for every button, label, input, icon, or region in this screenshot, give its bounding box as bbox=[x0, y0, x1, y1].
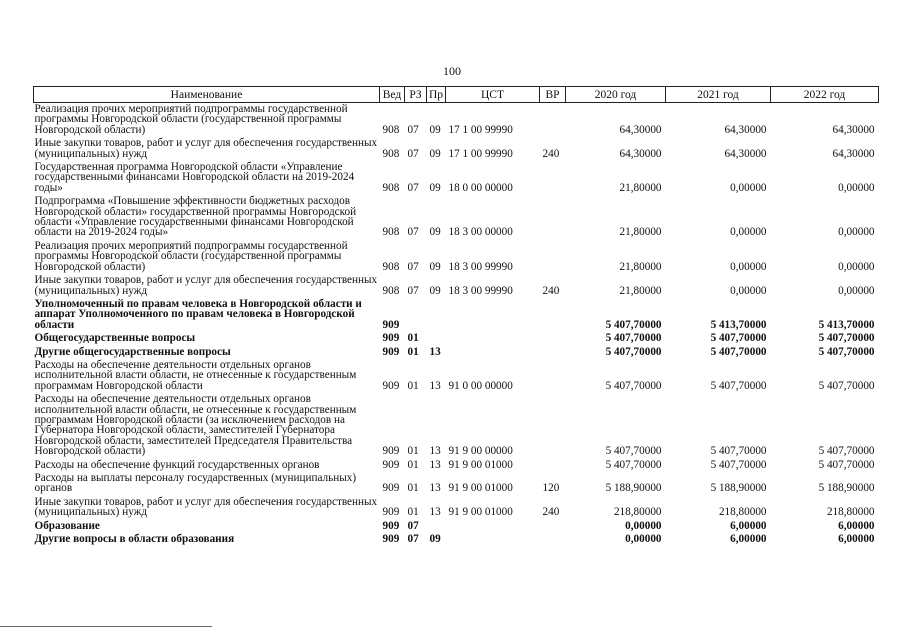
cell-pr: 13 bbox=[429, 445, 441, 458]
cell-2021: 0,00000 bbox=[730, 181, 767, 194]
cell-pr: 09 bbox=[429, 123, 441, 136]
cell-ved: 908 bbox=[382, 284, 400, 297]
cell-vr: 120 bbox=[542, 482, 560, 495]
header-2021: 2021 год bbox=[666, 87, 771, 103]
cell-2020: 21,80000 bbox=[619, 226, 662, 239]
cell-ved: 909 bbox=[382, 506, 400, 519]
cell-ved: 909 bbox=[382, 445, 400, 458]
table-row bbox=[34, 274, 879, 298]
cell-2021: 0,00000 bbox=[730, 260, 767, 273]
cell-rz: 07 bbox=[407, 181, 419, 194]
cell-2020: 21,80000 bbox=[619, 260, 662, 273]
cell-cst: 18 3 00 99990 bbox=[448, 284, 513, 297]
cell-pr bbox=[427, 298, 446, 332]
cell-2021: 5 407,70000 bbox=[710, 332, 767, 345]
cell-2022: 5 413,70000 bbox=[818, 318, 875, 331]
table-row bbox=[34, 137, 879, 161]
cell-cst bbox=[446, 346, 540, 359]
cell-ved: 908 bbox=[382, 123, 400, 136]
cell-ved: 909 bbox=[382, 482, 400, 495]
table-row bbox=[34, 346, 879, 359]
cell-pr: 13 bbox=[429, 345, 441, 358]
cell-2020: 64,30000 bbox=[619, 123, 662, 136]
cell-rz: 01 bbox=[407, 332, 419, 345]
cell-2022: 64,30000 bbox=[832, 123, 875, 136]
cell-2020: 5 407,70000 bbox=[605, 445, 662, 458]
table-row bbox=[34, 240, 879, 274]
cell-2020: 0,00000 bbox=[625, 533, 662, 546]
cell-2020: 21,80000 bbox=[619, 284, 662, 297]
cell-vr bbox=[540, 103, 566, 138]
cell-ved: 909 bbox=[382, 379, 400, 392]
cell-vr: 240 bbox=[542, 284, 560, 297]
cell-2022: 0,00000 bbox=[838, 181, 875, 194]
header-pr: Пр bbox=[427, 87, 446, 103]
table-row bbox=[34, 103, 879, 138]
page-number: 100 bbox=[443, 64, 461, 78]
cell-vr bbox=[540, 298, 566, 332]
cell-cst: 17 1 00 99990 bbox=[448, 123, 513, 136]
cell-rz bbox=[405, 298, 427, 332]
cell-name: Иные закупки товаров, работ и услуг для обеспечения государственных (муниципальных) нужд bbox=[34, 137, 378, 160]
cell-name: Расходы на выплаты персоналу государственных (муниципальных) органов bbox=[34, 472, 357, 495]
cell-2021: 6,00000 bbox=[730, 519, 767, 532]
budget-table bbox=[33, 86, 879, 546]
cell-pr: 09 bbox=[429, 147, 441, 160]
cell-2020: 5 407,70000 bbox=[605, 318, 662, 331]
cell-ved: 909 bbox=[382, 318, 400, 331]
cell-2020: 21,80000 bbox=[619, 181, 662, 194]
footnote-divider bbox=[0, 626, 212, 627]
cell-pr: 09 bbox=[429, 226, 441, 239]
cell-2020: 218,80000 bbox=[613, 506, 662, 519]
table-row bbox=[34, 459, 879, 472]
cell-vr: 240 bbox=[542, 506, 560, 519]
cell-ved: 909 bbox=[382, 345, 400, 358]
table-row bbox=[34, 332, 879, 345]
cell-cst bbox=[446, 520, 540, 533]
cell-2020: 5 407,70000 bbox=[605, 379, 662, 392]
table-row bbox=[34, 161, 879, 195]
cell-2021: 5 407,70000 bbox=[710, 379, 767, 392]
cell-ved: 909 bbox=[382, 332, 400, 345]
table-row bbox=[34, 359, 879, 393]
header-2022: 2022 год bbox=[771, 87, 879, 103]
cell-2021: 5 413,70000 bbox=[710, 318, 767, 331]
cell-rz: 01 bbox=[407, 458, 419, 471]
cell-vr: 240 bbox=[542, 147, 560, 160]
cell-2022: 218,80000 bbox=[826, 506, 875, 519]
cell-cst bbox=[446, 533, 540, 546]
cell-cst bbox=[446, 332, 540, 345]
cell-rz: 01 bbox=[407, 482, 419, 495]
cell-2022: 0,00000 bbox=[838, 284, 875, 297]
cell-cst: 91 9 00 01000 bbox=[448, 458, 513, 471]
cell-pr: 09 bbox=[429, 533, 441, 546]
table-row bbox=[34, 533, 879, 546]
cell-rz: 01 bbox=[407, 506, 419, 519]
cell-2021: 5 407,70000 bbox=[710, 458, 767, 471]
cell-2022: 5 407,70000 bbox=[818, 458, 875, 471]
cell-rz: 01 bbox=[407, 345, 419, 358]
cell-name: Иные закупки товаров, работ и услуг для обеспечения государственных (муниципальных) нужд bbox=[34, 274, 378, 297]
cell-pr: 13 bbox=[429, 482, 441, 495]
cell-pr: 13 bbox=[429, 379, 441, 392]
cell-name: Иные закупки товаров, работ и услуг для обеспечения государственных (муниципальных) нужд bbox=[34, 495, 378, 519]
cell-vr bbox=[540, 240, 566, 274]
cell-rz: 07 bbox=[407, 260, 419, 273]
cell-cst: 18 0 00 00000 bbox=[448, 181, 513, 194]
cell-2021: 64,30000 bbox=[724, 147, 767, 160]
table-row bbox=[34, 195, 879, 240]
cell-ved: 909 bbox=[382, 519, 400, 532]
cell-name: Подпрограмма «Повышение эффективности бюджетных расходов Новгородской области» государственной программы Новгородской области «Управление государственными финансами Новгородской области на 2019-2024 годы» bbox=[34, 195, 357, 239]
cell-cst: 91 9 00 01000 bbox=[448, 506, 513, 519]
cell-cst: 91 9 00 00000 bbox=[448, 445, 513, 458]
cell-2021: 0,00000 bbox=[730, 226, 767, 239]
table-body bbox=[34, 103, 879, 547]
cell-name: Реализация прочих мероприятий подпрограммы государственной программы Новгородской области (государственной программы Новгородской области) bbox=[34, 103, 348, 136]
cell-cst: 18 3 00 99990 bbox=[448, 260, 513, 273]
cell-cst: 18 3 00 00000 bbox=[448, 226, 513, 239]
cell-rz: 07 bbox=[407, 123, 419, 136]
cell-vr bbox=[540, 533, 566, 546]
cell-2022: 6,00000 bbox=[838, 533, 875, 546]
cell-name: Расходы на обеспечение функций государственных органов bbox=[34, 458, 320, 471]
cell-ved: 908 bbox=[382, 226, 400, 239]
header-rz: РЗ bbox=[405, 87, 427, 103]
table-row bbox=[34, 298, 879, 332]
cell-2022: 5 407,70000 bbox=[818, 332, 875, 345]
header-2020: 2020 год bbox=[566, 87, 666, 103]
cell-2022: 6,00000 bbox=[838, 519, 875, 532]
cell-vr bbox=[540, 520, 566, 533]
cell-name: Уполномоченный по правам человека в Новгородской области и аппарат Уполномоченного по правам человека в Новгородской области bbox=[34, 297, 362, 331]
cell-2020: 64,30000 bbox=[619, 147, 662, 160]
cell-rz: 01 bbox=[407, 379, 419, 392]
cell-2022: 5 407,70000 bbox=[818, 345, 875, 358]
cell-cst bbox=[446, 298, 540, 332]
cell-name: Государственная программа Новгородской области «Управление государственными финансами Новгородской области на 2019-2024 годы» bbox=[34, 161, 355, 194]
cell-2021: 64,30000 bbox=[724, 123, 767, 136]
cell-2020: 5 407,70000 bbox=[605, 458, 662, 471]
cell-2021: 5 407,70000 bbox=[710, 445, 767, 458]
header-name: Наименование bbox=[34, 87, 380, 103]
cell-cst: 17 1 00 99990 bbox=[448, 147, 513, 160]
cell-cst: 91 0 00 00000 bbox=[448, 379, 513, 392]
cell-pr: 09 bbox=[429, 260, 441, 273]
cell-rz: 07 bbox=[407, 284, 419, 297]
cell-ved: 909 bbox=[382, 533, 400, 546]
cell-2022: 64,30000 bbox=[832, 147, 875, 160]
table-row bbox=[34, 520, 879, 533]
header-vr: ВР bbox=[540, 87, 566, 103]
cell-rz: 07 bbox=[407, 533, 419, 546]
cell-name: Общегосударственные вопросы bbox=[34, 332, 196, 345]
cell-cst: 91 9 00 01000 bbox=[448, 482, 513, 495]
cell-name: Расходы на обеспечение деятельности отдельных органов исполнительной власти области, не отнесенные к государственным программам Новгородской области (за исключением расходов на Губернатора Новгородской области, заместителей Губернатора Новгородской области, заместителей Председателя Правительства Новгородской области) bbox=[34, 393, 357, 458]
cell-rz: 01 bbox=[407, 445, 419, 458]
cell-pr: 09 bbox=[429, 284, 441, 297]
cell-2022: 5 407,70000 bbox=[818, 445, 875, 458]
cell-pr: 13 bbox=[429, 506, 441, 519]
table-row bbox=[34, 393, 879, 458]
cell-2021: 6,00000 bbox=[730, 533, 767, 546]
cell-vr bbox=[540, 195, 566, 240]
cell-ved: 908 bbox=[382, 181, 400, 194]
cell-2022: 0,00000 bbox=[838, 226, 875, 239]
cell-rz: 07 bbox=[407, 519, 419, 532]
cell-name: Другие вопросы в области образования bbox=[34, 533, 235, 546]
cell-vr bbox=[540, 332, 566, 345]
header-cst: ЦСТ bbox=[446, 87, 540, 103]
cell-ved: 908 bbox=[382, 260, 400, 273]
cell-2022: 0,00000 bbox=[838, 260, 875, 273]
header-ved: Вед bbox=[380, 87, 405, 103]
table-row bbox=[34, 472, 879, 496]
cell-pr: 13 bbox=[429, 458, 441, 471]
cell-2020: 5 407,70000 bbox=[605, 332, 662, 345]
cell-name: Реализация прочих мероприятий подпрограммы государственной программы Новгородской области (государственной программы Новгородской области) bbox=[34, 239, 348, 273]
cell-ved: 908 bbox=[382, 147, 400, 160]
cell-2022: 5 188,90000 bbox=[818, 482, 875, 495]
cell-pr bbox=[427, 332, 446, 345]
table-row bbox=[34, 496, 879, 520]
cell-vr bbox=[540, 161, 566, 195]
cell-2020: 5 188,90000 bbox=[605, 482, 662, 495]
cell-2022: 5 407,70000 bbox=[818, 379, 875, 392]
cell-rz: 07 bbox=[407, 147, 419, 160]
table-header-row bbox=[34, 87, 879, 103]
cell-name: Расходы на обеспечение деятельности отдельных органов исполнительной власти области, не отнесенные к государственным программам Новгородской области bbox=[34, 358, 357, 392]
cell-vr bbox=[540, 393, 566, 458]
cell-2021: 5 407,70000 bbox=[710, 345, 767, 358]
cell-2020: 5 407,70000 bbox=[605, 345, 662, 358]
cell-2021: 218,80000 bbox=[718, 506, 767, 519]
cell-pr: 09 bbox=[429, 181, 441, 194]
cell-pr bbox=[427, 520, 446, 533]
cell-vr bbox=[540, 459, 566, 472]
cell-name: Другие общегосударственные вопросы bbox=[34, 345, 231, 358]
cell-vr bbox=[540, 359, 566, 393]
cell-ved: 909 bbox=[382, 458, 400, 471]
cell-vr bbox=[540, 346, 566, 359]
cell-rz: 07 bbox=[407, 226, 419, 239]
cell-2021: 5 188,90000 bbox=[710, 482, 767, 495]
cell-2020: 0,00000 bbox=[625, 519, 662, 532]
cell-name: Образование bbox=[34, 519, 100, 532]
cell-2021: 0,00000 bbox=[730, 284, 767, 297]
